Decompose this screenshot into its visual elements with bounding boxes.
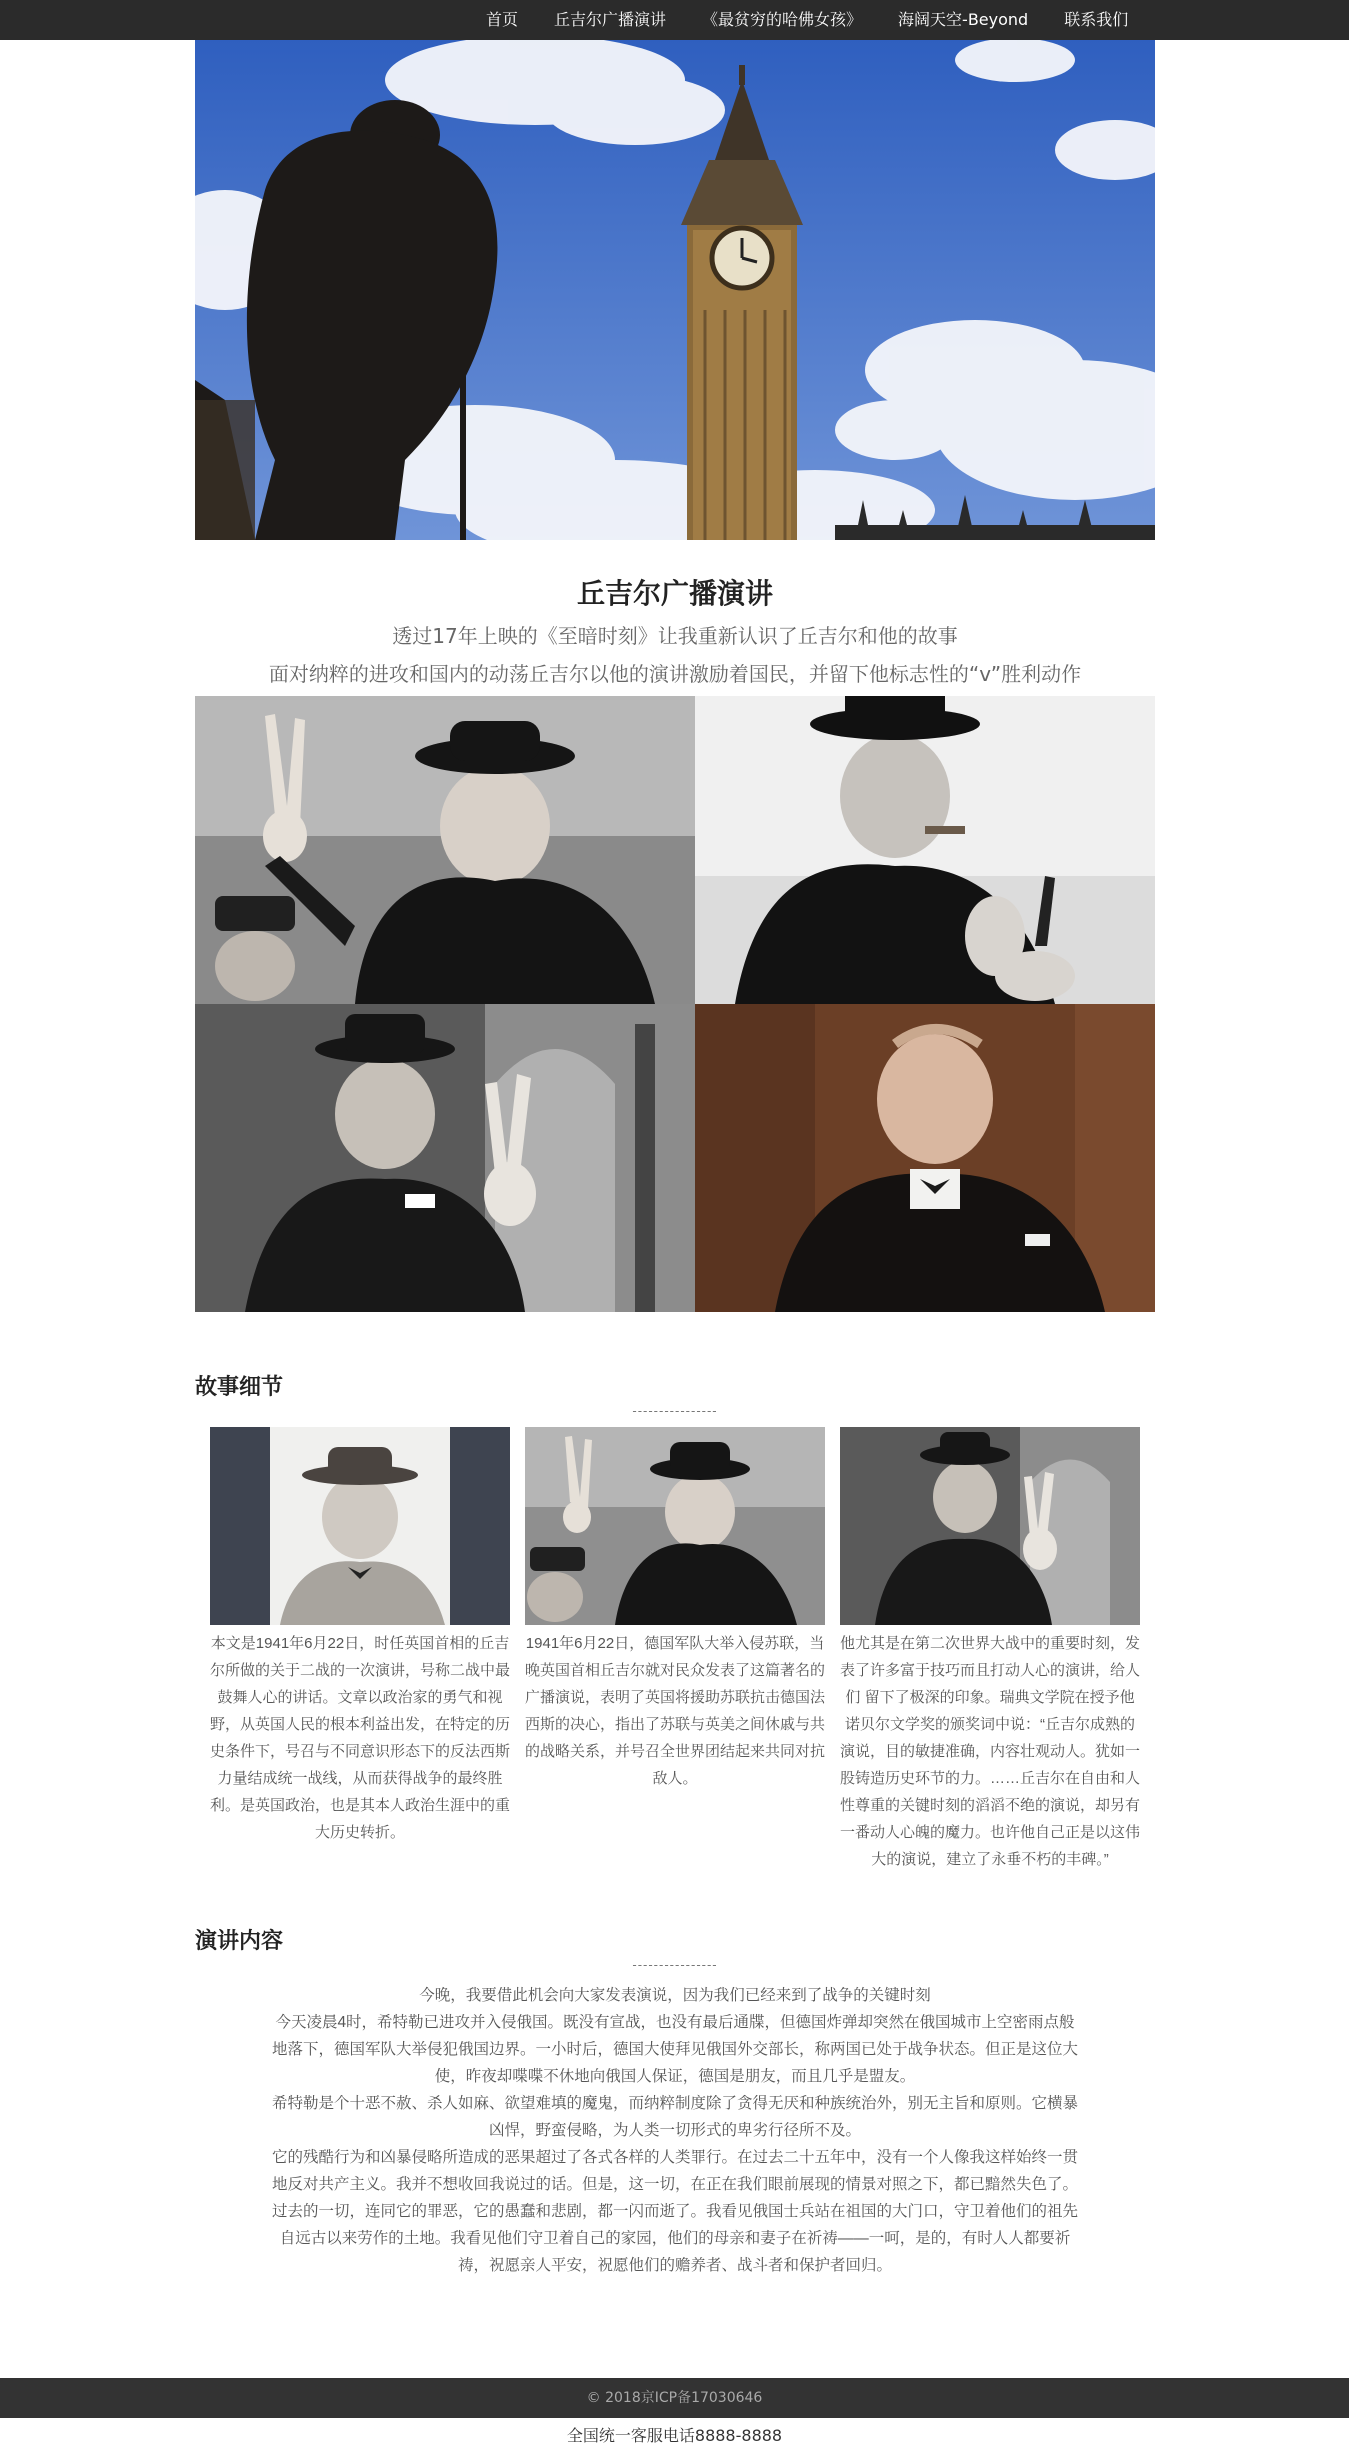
nav-link-harvard-girl[interactable]: 《最贫穷的哈佛女孩》 <box>702 10 863 29</box>
nav-links <box>468 0 1146 40</box>
speech-paragraph: 希特勒是个十恶不赦、杀人如麻、欲望难填的魔鬼，而纳粹制度除了贪得无厌和种族统治外，别无主旨和原则。它横暴凶悍，野蛮侵略，为人类一切形式的卑劣行径所不及。 <box>271 2095 1078 2139</box>
photo-grid <box>195 696 1155 1312</box>
hero-banner-image <box>195 40 1155 540</box>
intro-subtitle-1: 透过17年上映的《至暗时刻》让我重新认识了丘吉尔和他的故事 <box>392 624 958 648</box>
story-photo-1 <box>210 1427 510 1625</box>
nav-link-churchill[interactable]: 丘吉尔广播演讲 <box>554 10 667 29</box>
photo-v-sign-car <box>195 696 695 1004</box>
footer-bar <box>0 2378 1349 2418</box>
photo-illustration <box>525 1427 825 1625</box>
page-title: 丘吉尔广播演讲 <box>576 577 773 610</box>
customer-service-phone: 全国统一客服电话8888-8888 <box>566 2426 783 2445</box>
story-text-3: 他尤其是在第二次世界大战中的重要时刻，发表了许多富于技巧而且打动人心的演讲，给人们 留下了极深的印象。瑞典文学院在授予他诺贝尔文学奖的颁奖词中说：“丘吉尔成熟的演说，目的敏捷准确，内容壮观动人。犹如一股铸造历史环节的力。……丘吉尔在自由和人性尊重的关键时刻的滔滔不绝的演说，却另有一番动人心魄的魔力。也许他自己正是以这伟大的演说，建立了永垂不朽的丰碑。” <box>840 1635 1141 1868</box>
photo-illustration <box>695 696 1155 1004</box>
speech-divider: ---------------- <box>632 1958 718 1972</box>
photo-cigar-portrait <box>695 696 1155 1004</box>
story-heading: 故事细节 <box>195 1374 284 1400</box>
photo-karsh-portrait <box>695 1004 1155 1312</box>
speech-paragraph: 今天凌晨4时，希特勒已进攻并入侵俄国。既没有宣战，也没有最后通牒，但德国炸弹却突然在俄国城市上空密雨点般地落下，德国军队大举侵犯俄国边界。一小时后，德国大使拜见俄国外交部长，称两国已处于战争状态。但正是这位大使，昨夜却喋喋不休地向俄国人保证，德国是朋友，而且几乎是盟友。 <box>271 2014 1078 2085</box>
photo-illustration <box>195 1004 695 1312</box>
photo-illustration <box>840 1427 1140 1625</box>
story-text-2: 1941年6月22日，德国军队大举入侵苏联，当晚英国首相丘吉尔就对民众发表了这篇著名的广播演说，表明了英国将援助苏联抗击德国法西斯的决心，指出了苏联与英美之间休戚与共的战略关系，并号召全世界团结起来共同对抗敌人。 <box>525 1635 826 1787</box>
intro-subtitle-2: 面对纳粹的进攻和国内的动荡丘吉尔以他的演讲激励着国民，并留下他标志性的“v”胜利动作 <box>268 662 1082 686</box>
nav-link-home[interactable]: 首页 <box>486 10 519 29</box>
story-photo-3 <box>840 1427 1140 1625</box>
photo-v-sign-hallway <box>195 1004 695 1312</box>
photo-illustration <box>195 696 695 1004</box>
speech-paragraph: 它的残酷行为和凶暴侵略所造成的恶果超过了各式各样的人类罪行。在过去二十五年中，没有一个人像我这样始终一贯地反对共产主义。我并不想收回我说过的话。但是，这一切，在正在我们眼前展现的情景对照之下，都已黯然失色了。过去的一切，连同它的罪恶，它的愚蠢和悲剧，都一闪而逝了。我看见俄国士兵站在祖国的大门口，守卫着他们的祖先自远古以来劳作的土地。我看见他们守卫着自己的家园，他们的母亲和妻子在祈祷——一呵，是的，有时人人都要祈祷，祝愿亲人平安，祝愿他们的赡养者、战斗者和保护者回归。 <box>271 2149 1078 2274</box>
hero-illustration <box>195 40 1155 540</box>
story-text-1: 本文是1941年6月22日，时任英国首相的丘吉尔所做的关于二战的一次演讲，号称二战中最鼓舞人心的讲话。文章以政治家的勇气和视野，从英国人民的根本利益出发，在特定的历史条件下，号召与不同意识形态下的反法西斯力量结成统一战线，从而获得战争的最终胜利。是英国政治，也是其本人政治生涯中的重大历史转折。 <box>210 1635 511 1841</box>
top-navbar <box>0 0 1349 40</box>
icp-record: © 2018京ICP备17030646 <box>586 2390 763 2406</box>
speech-heading: 演讲内容 <box>195 1928 284 1954</box>
photo-illustration <box>210 1427 510 1625</box>
photo-illustration <box>695 1004 1155 1312</box>
story-photo-2 <box>525 1427 825 1625</box>
speech-paragraph: 今晚，我要借此机会向大家发表演说，因为我们已经来到了战争的关键时刻 <box>419 1987 931 2004</box>
speech-content <box>270 1982 1080 2279</box>
nav-link-beyond[interactable]: 海阔天空-Beyond <box>898 10 1029 29</box>
story-divider: ---------------- <box>632 1404 718 1418</box>
nav-link-contact[interactable]: 联系我们 <box>1064 10 1129 29</box>
